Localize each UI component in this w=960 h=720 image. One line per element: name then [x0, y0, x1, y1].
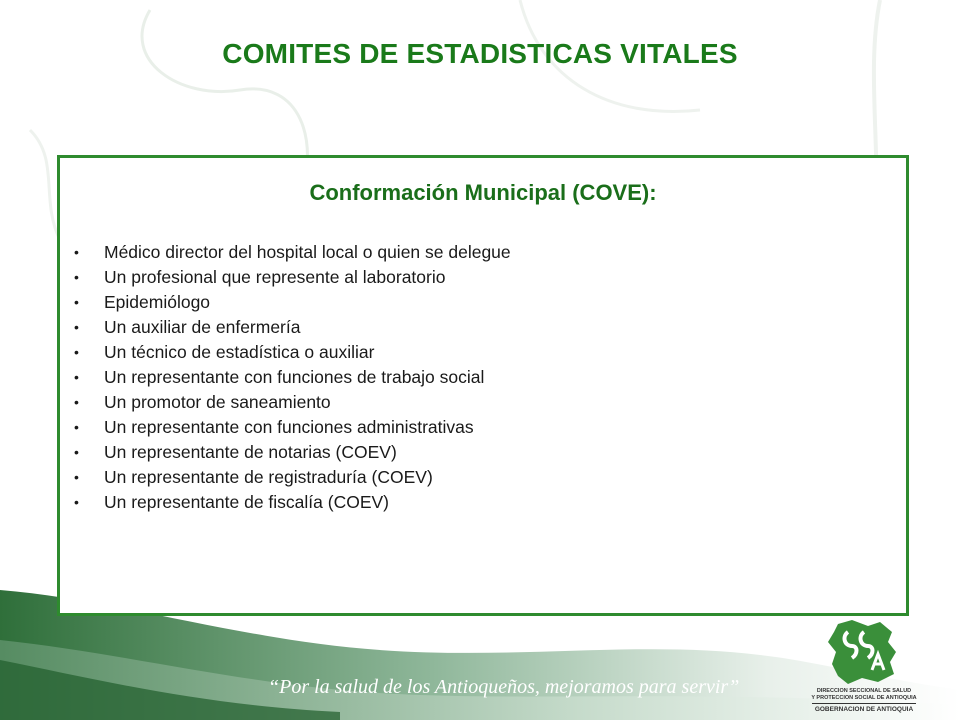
slide-title: COMITES DE ESTADISTICAS VITALES	[222, 38, 738, 69]
section-heading: Conformación Municipal (COVE):	[309, 180, 657, 205]
list-item	[70, 290, 511, 315]
footer-slogan: “Por la salud de los Antioqueños, mejoramos para servir”	[268, 676, 740, 698]
bullet-icon: •	[74, 394, 79, 410]
antioquia-map-icon	[808, 618, 920, 688]
list-item	[70, 415, 511, 440]
bullet-icon: •	[74, 294, 79, 310]
bullet-icon: •	[74, 244, 79, 260]
list-item-text: Un profesional que represente al laboratorio	[104, 267, 446, 287]
logo-text-line3: GOBERNACION DE ANTIOQUIA	[814, 706, 914, 713]
list-item	[70, 340, 511, 365]
bullet-icon: •	[74, 319, 79, 335]
bullet-icon: •	[74, 469, 79, 485]
list-item-text: Un representante con funciones administrativas	[104, 417, 474, 437]
list-item	[70, 390, 511, 415]
list-item	[70, 265, 511, 290]
list-item-text: Un representante con funciones de trabajo social	[104, 367, 485, 387]
content-box	[57, 155, 909, 616]
list-item-text: Médico director del hospital local o quien se delegue	[104, 242, 511, 262]
bullet-list	[70, 240, 511, 515]
organization-logo	[808, 618, 920, 718]
bullet-icon: •	[74, 419, 79, 435]
list-item	[70, 240, 511, 265]
list-item	[70, 490, 511, 515]
list-item	[70, 440, 511, 465]
list-item-text: Un auxiliar de enfermería	[104, 317, 301, 337]
bullet-icon: •	[74, 269, 79, 285]
bullet-icon: •	[74, 344, 79, 360]
logo-divider	[812, 703, 916, 704]
bullet-icon: •	[74, 494, 79, 510]
logo-text-line2: Y PROTECCION SOCIAL DE ANTIOQUIA	[811, 695, 917, 701]
list-item	[70, 365, 511, 390]
list-item	[70, 315, 511, 340]
list-item-text: Un técnico de estadística o auxiliar	[104, 342, 375, 362]
list-item-text: Epidemiólogo	[104, 292, 211, 312]
list-item-text: Un representante de fiscalía (COEV)	[104, 492, 389, 512]
logo-text-line1: DIRECCION SECCIONAL DE SALUD	[816, 688, 912, 694]
list-item	[70, 465, 511, 490]
bullet-icon: •	[74, 444, 79, 460]
list-item-text: Un promotor de saneamiento	[104, 392, 331, 412]
list-item-text: Un representante de notarias (COEV)	[104, 442, 397, 462]
bullet-icon: •	[74, 369, 79, 385]
list-item-text: Un representante de registraduría (COEV)	[104, 467, 433, 487]
